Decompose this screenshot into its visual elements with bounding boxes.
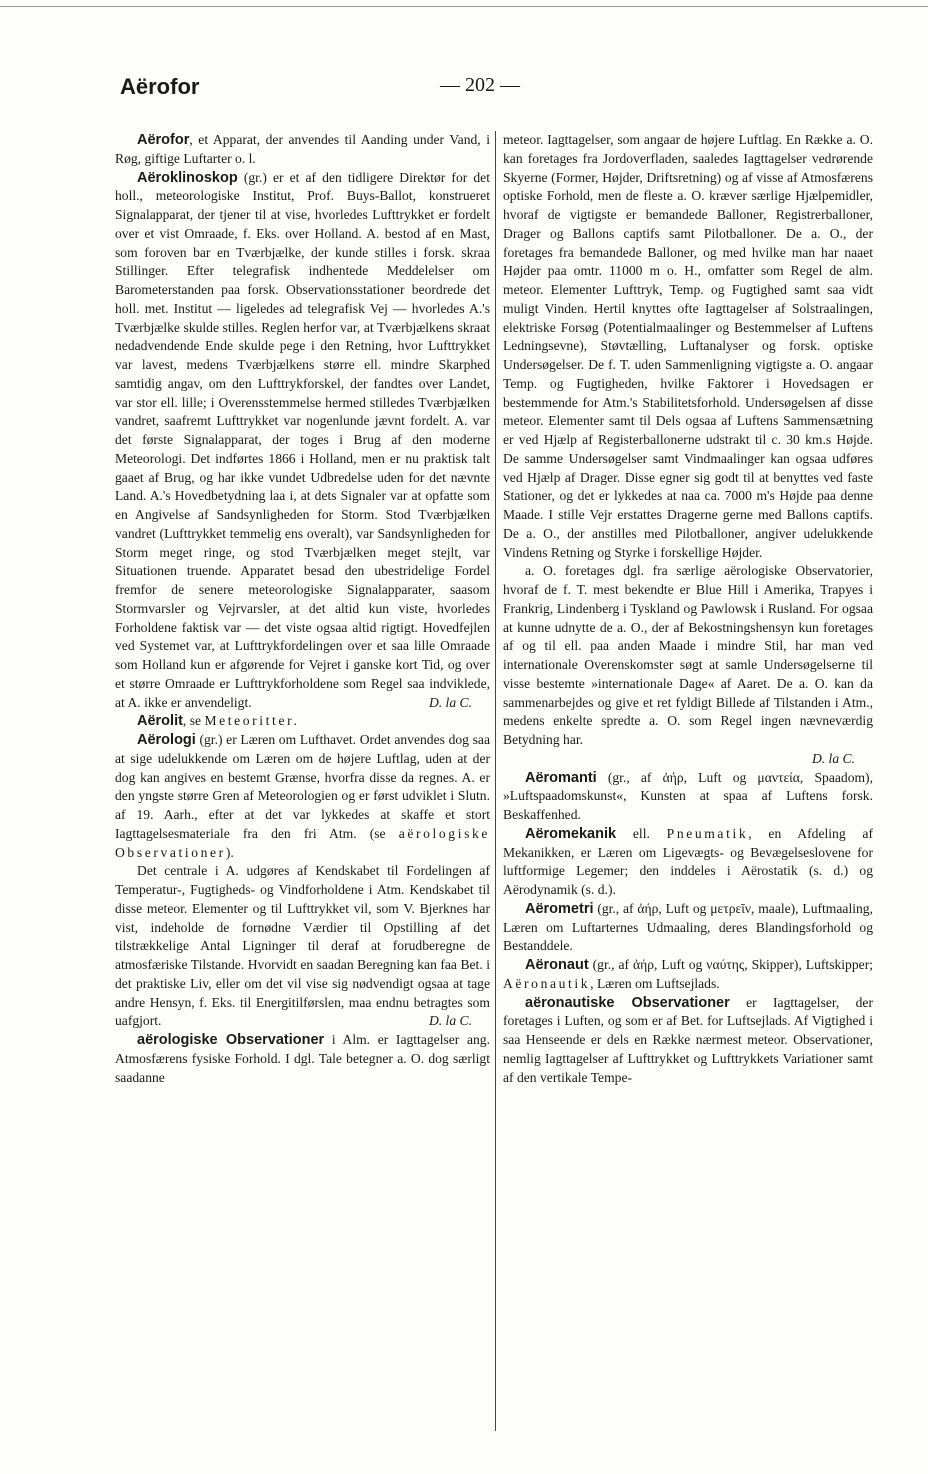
entry-aeromanti — [503, 769, 873, 825]
right-column — [503, 131, 873, 1087]
entry-aerometri — [503, 900, 873, 956]
entry-aerologiske-obs — [115, 1031, 490, 1087]
column-divider — [495, 131, 496, 1431]
entry-text: , et Apparat, der anvendes til Aanding under Vand, i Røg, giftige Luftarter o. l. — [115, 132, 490, 166]
entry-text: , se — [182, 713, 205, 729]
headword: Aëroklinoskop — [137, 169, 238, 186]
headword: aëronautiske Observationer — [525, 994, 730, 1011]
entry-text: Det centrale i A. udgøres af Kendskabet til Fordelingen af Temperatur-, Fugtigheds- og Vindforholdene i Atm. Kendskabet til disse meteor. Elementer og til Lufttrykket vil, som V. Bjerknes har vist, indeholde de fornødne Værdier til Opstilling af det tilstrækkelige Antal Ligninger til deraf at forudberegne de atmosfæriske Tilstande. Hvorvidt en saadan Beregning kan faa Bet. i det praktiske Liv, eller om det vil vise sig nødvendigt ogsaa at tage andre Hensyn, f. Eks. til Energitilførslen, maa endnu betragtes som uafgjort. — [115, 863, 490, 1029]
entry-aerofor — [115, 131, 490, 169]
top-rule — [0, 6, 928, 7]
author-signature: D. la C. — [811, 750, 855, 766]
entry-text: a. O. foretages dgl. fra særlige aërologiske Observatorier, hvoraf de f. T. mest bekendte er Blue Hill i Amerika, Trapyes i Frankrig, Lindenberg i Tyskland og Pawlowsk i Rusland. For ogsaa at kunne udnytte de a. O., der af Bekostningshensyn kun foretages af og til ell. paa anden Maade i mindre Stil, har man ved internationale Overenskomster søgt at samle Undersøgelserne til visse bestemte »internationale Dage« af Aaret. De a. O. kan da sammenarbejdes og give et ret fyldigt Billede af Tilstanden i Atm., medens enkelte spredte a. O. som Regel ingen nævneværdig Betydning har. — [503, 563, 873, 747]
entry-text: meteor. Iagttagelser, som angaar de højere Luftlag. En Række a. O. kan foretages fra Jordoverfladen, saaledes Iagttagelser vedrørende Skyerne (Former, Højder, Driftsretning) og af visse af Atmosfærens optiske Forhold, men de fleste a. O. kræver særlige Hjælpemidler, hvoraf de vigtigste er bemandede Balloner, Registrerballoner, Drager og Ballons captifs samt Pilotballoner. De a. O., der foretages fra bemandede Balloner, og med hvilke man har naaet Højder paa omtr. 11000 m o. H., omfatter som Regel de alm. meteor. Elementer Lufttryk, Temp. og Fugtighed samt saa vidt muligt Vinden. Hertil knyttes ofte Iagttagelser af Solstraalingen, elektriske Forsøg (Potentialmaalinger og Bestemmelser af Luftens Ledningsevne), Støvtælling, Luftanalyser og forsk. optiske Undersøgelser. De f. T. uden Sammenligning vigtigste a. O. angaar Temp. og Fugtigheden, hvilke Faktorer i Hovedsagen er bestemmende for Atm.'s Stabilitetsforhold. Undersøgelsen af disse meteor. Elementer samt til Dels ogsaa af Luftens Sammensætning er ved Hjælp af Registerballonerne udstrakt til c. 30 km.s Højde. De samme Undersøgelser samt Vindmaalinger kan ogsaa udføres ved Hjælp af Drager. Disse egner sig godt til at benyttes ved faste Stationer, og det er lykkedes at naa ca. 7000 m's Højde paa denne Maade. I stille Vejr erstattes Dragerne gerne med Ballons captifs. De a. O., der anstilles med Pilotballoner, angiver udelukkende Vindens Retning og Styrke i forskellige Højder. — [503, 132, 873, 560]
entry-aeronautiske — [503, 994, 873, 1088]
cross-reference: aërologiske Observationer — [115, 825, 490, 860]
entry-cont-2 — [503, 562, 873, 750]
running-head: Aërofor — [120, 74, 200, 99]
cross-reference: Aëronautik — [503, 975, 591, 991]
cross-reference: Meteoritter. — [204, 713, 300, 729]
entry-text-tail: , Læren om Luftsejlads. — [590, 975, 720, 991]
entry-aerologi — [115, 731, 490, 862]
entry-aeroklinoskop — [115, 169, 490, 713]
headword: Aërologi — [137, 732, 196, 748]
author-signature: D. la C. — [428, 1013, 472, 1029]
entry-text-tail: , en Afdeling af Mekanikken, er Læren om Ligevægts- og Bevægelseslovene for luftformige Legemer; den inddeles i Aërostatik (s. d.) og Aërodynamik (s. d.). — [503, 825, 873, 897]
entry-text: (gr., af ἀήρ, Luft og μετρεῖν, maale), Luftmaaling, Læren om Luftarternes Udmaaling, deres Blandingsforhold og Bestanddele. — [503, 900, 873, 954]
page-header — [0, 74, 928, 104]
entry-text: i Alm. er Iagttagelser ang. Atmosfærens fysiske Forhold. I dgl. Tale betegner a. O. dog særligt saadanne — [115, 1032, 490, 1085]
entry-aeronaut — [503, 956, 873, 994]
entry-text: er Iagttagelser, der foretages i Luften, og som er af Bet. for Luftsejlads. Af Vigtighed i saa Henseende er dels en Række nærmest meteor. Observationer, nemlig Iagttagelser af Lufttrykket og Lufttrykkets Variationer samt af den vertikale Tempe- — [503, 994, 873, 1085]
headword: Aëromanti — [525, 769, 597, 786]
entry-cont — [503, 131, 873, 562]
headword: Aëronaut — [525, 957, 589, 973]
headword: Aërolit — [137, 713, 183, 730]
entry-text: (gr., af ἀήρ, Luft og ναύτης, Skipper), Luftskipper; — [588, 957, 873, 972]
page-number: — 202 — — [440, 74, 520, 96]
left-column — [115, 131, 490, 1087]
entry-text: (gr.) er et af den tidligere Direktør for det holl., meteorologiske Institut, Prof. Buys-Ballot, konstrueret Signalapparat, der tjener til at vise, hvorledes Lufttrykket er fordelt over et vist Omraade, f. Eks. over Holland. A. bestod af en Mast, som foroven bar en Tværbjælke, der kunde stilles i forsk. skraa Stillinger. Efter telegrafisk indhentede Meddelelser om Barometerstanden paa forsk. Observationsstationer beordrede det holl. met. Institut — ligeledes ad telegrafisk Vej — hvorledes A.'s Tværbjælke skulde stilles. Reglen herfor var, at Tværbjælkens skraat nedadvendende Ende skulde pege i den Retning, hvor Lufttrykket var lavest, medens Tværbjælkens større ell. mindre Skarphed samtidig angav, om den Lufttrykforskel, der fandtes over Landet, var stor ell. lille; i Overensstemmelse hermed stilledes Tværbjælken vandret, saafremt Lufttrykket var nogenlunde jævnt fordelt. A. var det første Signalapparat, der toges i Brug af den moderne Meteorologi. Det indførtes 1866 i Holland, men er nu praktisk talt gaaet af Brug, og har ikke vundet Udbredelse uden for det nævnte Land. A.'s Hovedbetydning laa i, at dets Signaler var at opfatte som en Angivelse af Sandsynligheden for Storm. Stod Tværbjælken vandret (Lufttrykket temmelig ens overalt), var Sandsynligheden for Storm meget ringe, og stod Tværbjælken meget stejlt, var Situationen truende. Apparatet besad den ubestridelige Fordel fremfor de senere meteorologiske Signalapparater, saasom Stormvarsler og Vejrvarsler, at det altid kun viste, hvorledes Forholdene faktisk var — det viste ogsaa altid rigtigt. Hovedfejlen ved Systemet var, at Lufttrykfordelingen over et saa lille Omraade som Holland kun er afgørende for Vejret i ganske kort Tid, og over et større Omraade er Lufttrykforholdene som Regel saa indviklede, at A. ikke er anvendeligt. — [115, 169, 490, 710]
entry-aeromekanik — [503, 825, 873, 900]
entry-text: (gr., af ἀήρ, Luft og μαντεία, Spaadom), »Luftspaadomskunst«, Kunsten at spaa af Luftens forsk. Beskaffenhed. — [503, 769, 873, 822]
cross-reference: Pneumatik — [666, 825, 749, 841]
entry-aerolit — [115, 712, 490, 731]
entry-text-tail: ). — [225, 844, 234, 860]
headword: Aërofor — [137, 132, 190, 148]
entry-text: ell. — [616, 825, 667, 841]
entry-text: (gr.) er Læren om Lufthavet. Ordet anvendes dog saa at sige udelukkende om Læren om de højere Luftlag, uden at der dog kan angives en bestemt Grænse, hvorfra disse da regnes. A. er den yngste større Gren af Meteorologien og er først udviklet i Slutn. af 19. Aarh., efter at det var lykkedes at skaffe et stort Iagttagelsesmateriale fra den fri Atm. (se — [115, 732, 490, 841]
headword: Aërometri — [525, 900, 594, 917]
author-signature: D. la C. — [428, 694, 472, 710]
entry-aerologi-2 — [115, 862, 490, 1031]
headword: aërologiske Observationer — [137, 1032, 325, 1048]
headword: Aëromekanik — [525, 825, 617, 842]
